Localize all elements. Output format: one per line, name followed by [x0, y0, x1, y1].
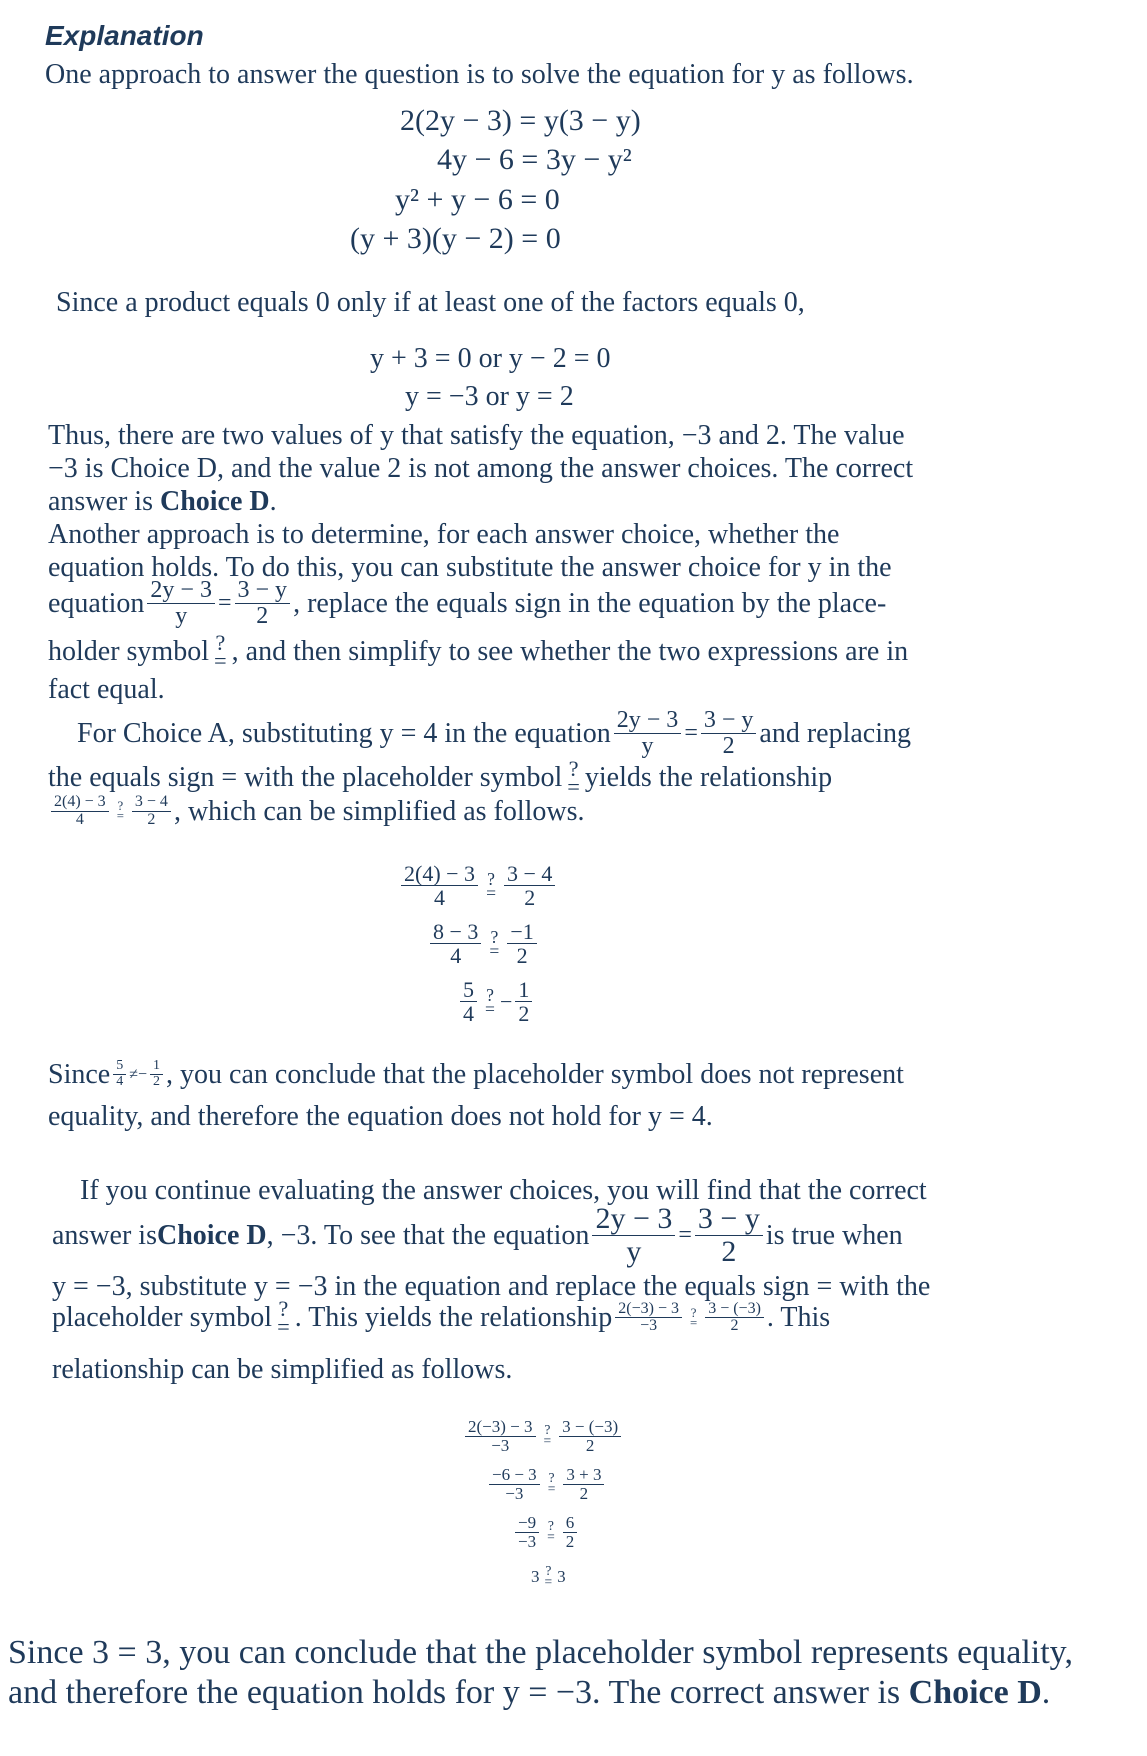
step-fraction-right: $\frac{3 - 4}{2}$ — [504, 862, 555, 909]
placeholder-symbol: ? = — [567, 756, 580, 799]
choice-a-step-1 — [398, 862, 558, 909]
continue-fraction-right: $\frac{3 - y}{2}$ — [695, 1203, 763, 1267]
placeholder-symbol: ? = — [547, 1470, 556, 1497]
placeholder-symbol: ? = — [485, 984, 495, 1019]
step-fraction-right: $\frac{3 - (-3)}{2}$ — [559, 1418, 621, 1455]
continue-line-2: answer is Choice D , −3. To see that the equation $\frac{2y - 3}{y}$ = $\frac{3 - y}{2}$ is true when — [52, 1202, 903, 1268]
since-5-4-line: Since $\frac{5}{4}$ ≠ − $\frac{1}{2}$ , you can conclude that the placeholder symbol does not represent — [48, 1058, 904, 1090]
choice-a-line-2: the equals sign = with the placeholder symbol ? = yields the relationship — [48, 756, 833, 799]
placeholder-symbol: ? = — [489, 926, 500, 961]
placeholder-symbol: ? = — [116, 799, 124, 824]
solve-step-4: (y + 3)(y − 2) = 0 — [350, 222, 561, 255]
choice-a-fraction-right: $\frac{3 - y}{2}$ — [701, 708, 757, 759]
step-fraction-left: $\frac{8 - 3}{4}$ — [430, 920, 481, 967]
final-line-1: Since 3 = 3, you can conclude that the placeholder symbol represents equality, — [8, 1634, 1073, 1671]
choice-a-step-2 — [427, 920, 540, 967]
placeholder-symbol: ? = — [543, 1422, 552, 1449]
choice-d-bold: Choice D — [159, 486, 270, 517]
step-fraction-right: $\frac{6}{2}$ — [563, 1514, 578, 1551]
choice-d-step-3 — [512, 1514, 580, 1551]
choice-a-line-3: $\frac{2(4) - 3}{4}$ ? = $\frac{3 - 4}{2}$ , which can be simplified as follows. — [48, 794, 585, 829]
continue-line-4: placeholder symbol ? = . This yields the relationship $\frac{2(-3) - 3}{-3}$ ? = $\frac{3 - (-3)}{2}$ . This — [52, 1296, 831, 1339]
step-fraction-right: $\frac{-1}{2}$ — [507, 920, 536, 967]
explanation-heading: Explanation — [45, 20, 204, 51]
continue-line-5: relationship can be simplified as follows. — [52, 1354, 513, 1385]
step-fraction-left: $\frac{2(4) - 3}{4}$ — [401, 862, 478, 909]
placeholder-symbol: ? = — [486, 868, 496, 903]
solve-step-3: y² + y − 6 = 0 — [395, 183, 560, 216]
choice-d-bold: Choice D — [156, 1219, 267, 1251]
continue-line-3: y = −3, substitute y = −3 in the equation and replace the equals sign = with the — [52, 1271, 931, 1302]
factor-line-2: y = −3 or y = 2 — [405, 381, 574, 412]
inline-fraction-d-left: $\frac{2(-3) - 3}{-3}$ — [615, 1301, 682, 1336]
equation-fraction-right: $\frac{3 - y}{2}$ — [235, 578, 291, 629]
since-5-4-line-2: equality, and therefore the equation does not hold for y = 4. — [48, 1101, 713, 1132]
another-line-1: Another approach is to determine, for each answer choice, whether the — [48, 519, 840, 550]
step-fraction-left: $\frac{-6 - 3}{-3}$ — [489, 1466, 540, 1503]
thus-line-3: answer is Choice D. — [48, 486, 277, 517]
choice-a-line-1: For Choice A, substituting y = 4 in the equation $\frac{2y - 3}{y}$ = $\frac{3 - y}{2}$ and replacing — [77, 707, 911, 760]
solve-step-1: 2(2y − 3) = y(3 − y) — [400, 104, 641, 137]
choice-a-fraction-left: $\frac{2y - 3}{y}$ — [614, 708, 682, 759]
another-line-2: equation holds. To do this, you can substitute the answer choice for y in the — [48, 552, 892, 583]
thus-line-2: −3 is Choice D, and the value 2 is not among the answer choices. The correct — [48, 453, 914, 484]
continue-fraction-left: $\frac{2y - 3}{y}$ — [592, 1203, 675, 1267]
placeholder-symbol: ? = — [277, 1296, 290, 1339]
another-line-4: holder symbol ? = , and then simplify to see whether the two expressions are in — [48, 630, 909, 673]
equation-fraction-left: $\frac{2y - 3}{y}$ — [147, 578, 215, 629]
step-fraction-right: $\frac{3 + 3}{2}$ — [563, 1466, 604, 1503]
choice-d-step-1 — [462, 1418, 624, 1455]
choice-a-step-3: $\frac{5}{4}$ ? = − $\frac{1}{2}$ — [457, 978, 535, 1025]
another-line-5: fact equal. — [48, 674, 165, 705]
thus-line-1: Thus, there are two values of y that satisfy the equation, −3 and 2. The value — [48, 420, 905, 451]
inline-fraction-5-4: $\frac{5}{4}$ — [113, 1059, 126, 1089]
since-product-text: Since a product equals 0 only if at least one of the factors equals 0, — [56, 287, 805, 318]
step-fraction-right: $\frac{1}{2}$ — [515, 978, 532, 1025]
choice-d-step-4: 3 ? = 3 — [531, 1563, 566, 1589]
intro-text: One approach to answer the question is to solve the equation for y as follows. — [45, 59, 914, 90]
step-fraction-left: $\frac{2(-3) - 3}{-3}$ — [465, 1418, 536, 1455]
continue-line-1: If you continue evaluating the answer choices, you will find that the correct — [80, 1175, 927, 1206]
inline-fraction-a-right: $\frac{3 - 4}{2}$ — [132, 794, 171, 829]
placeholder-symbol: ? = — [689, 1305, 698, 1330]
placeholder-symbol: ? = — [547, 1518, 555, 1545]
another-line-3: equation $\frac{2y - 3}{y}$ = $\frac{3 - y}{2}$ , replace the equals sign in the equation by the place- — [48, 577, 887, 630]
inline-fraction-d-right: $\frac{3 - (-3)}{2}$ — [705, 1301, 764, 1336]
final-line-2: and therefore the equation holds for y = −3. The correct answer is Choice D. — [8, 1674, 1051, 1711]
inline-fraction-1-2: $\frac{1}{2}$ — [150, 1059, 163, 1089]
step-fraction-left: $\frac{5}{4}$ — [460, 978, 477, 1025]
placeholder-symbol: ? = — [544, 1563, 553, 1589]
factor-line-1: y + 3 = 0 or y − 2 = 0 — [370, 343, 611, 374]
choice-d-bold: Choice D — [908, 1674, 1042, 1711]
placeholder-symbol: ? = — [214, 630, 227, 673]
choice-d-step-2 — [486, 1466, 607, 1503]
step-fraction-left: $\frac{-9}{-3}$ — [515, 1514, 539, 1551]
solve-step-2: 4y − 6 = 3y − y² — [437, 143, 632, 176]
inline-fraction-a-left: $\frac{2(4) - 3}{4}$ — [51, 794, 109, 829]
